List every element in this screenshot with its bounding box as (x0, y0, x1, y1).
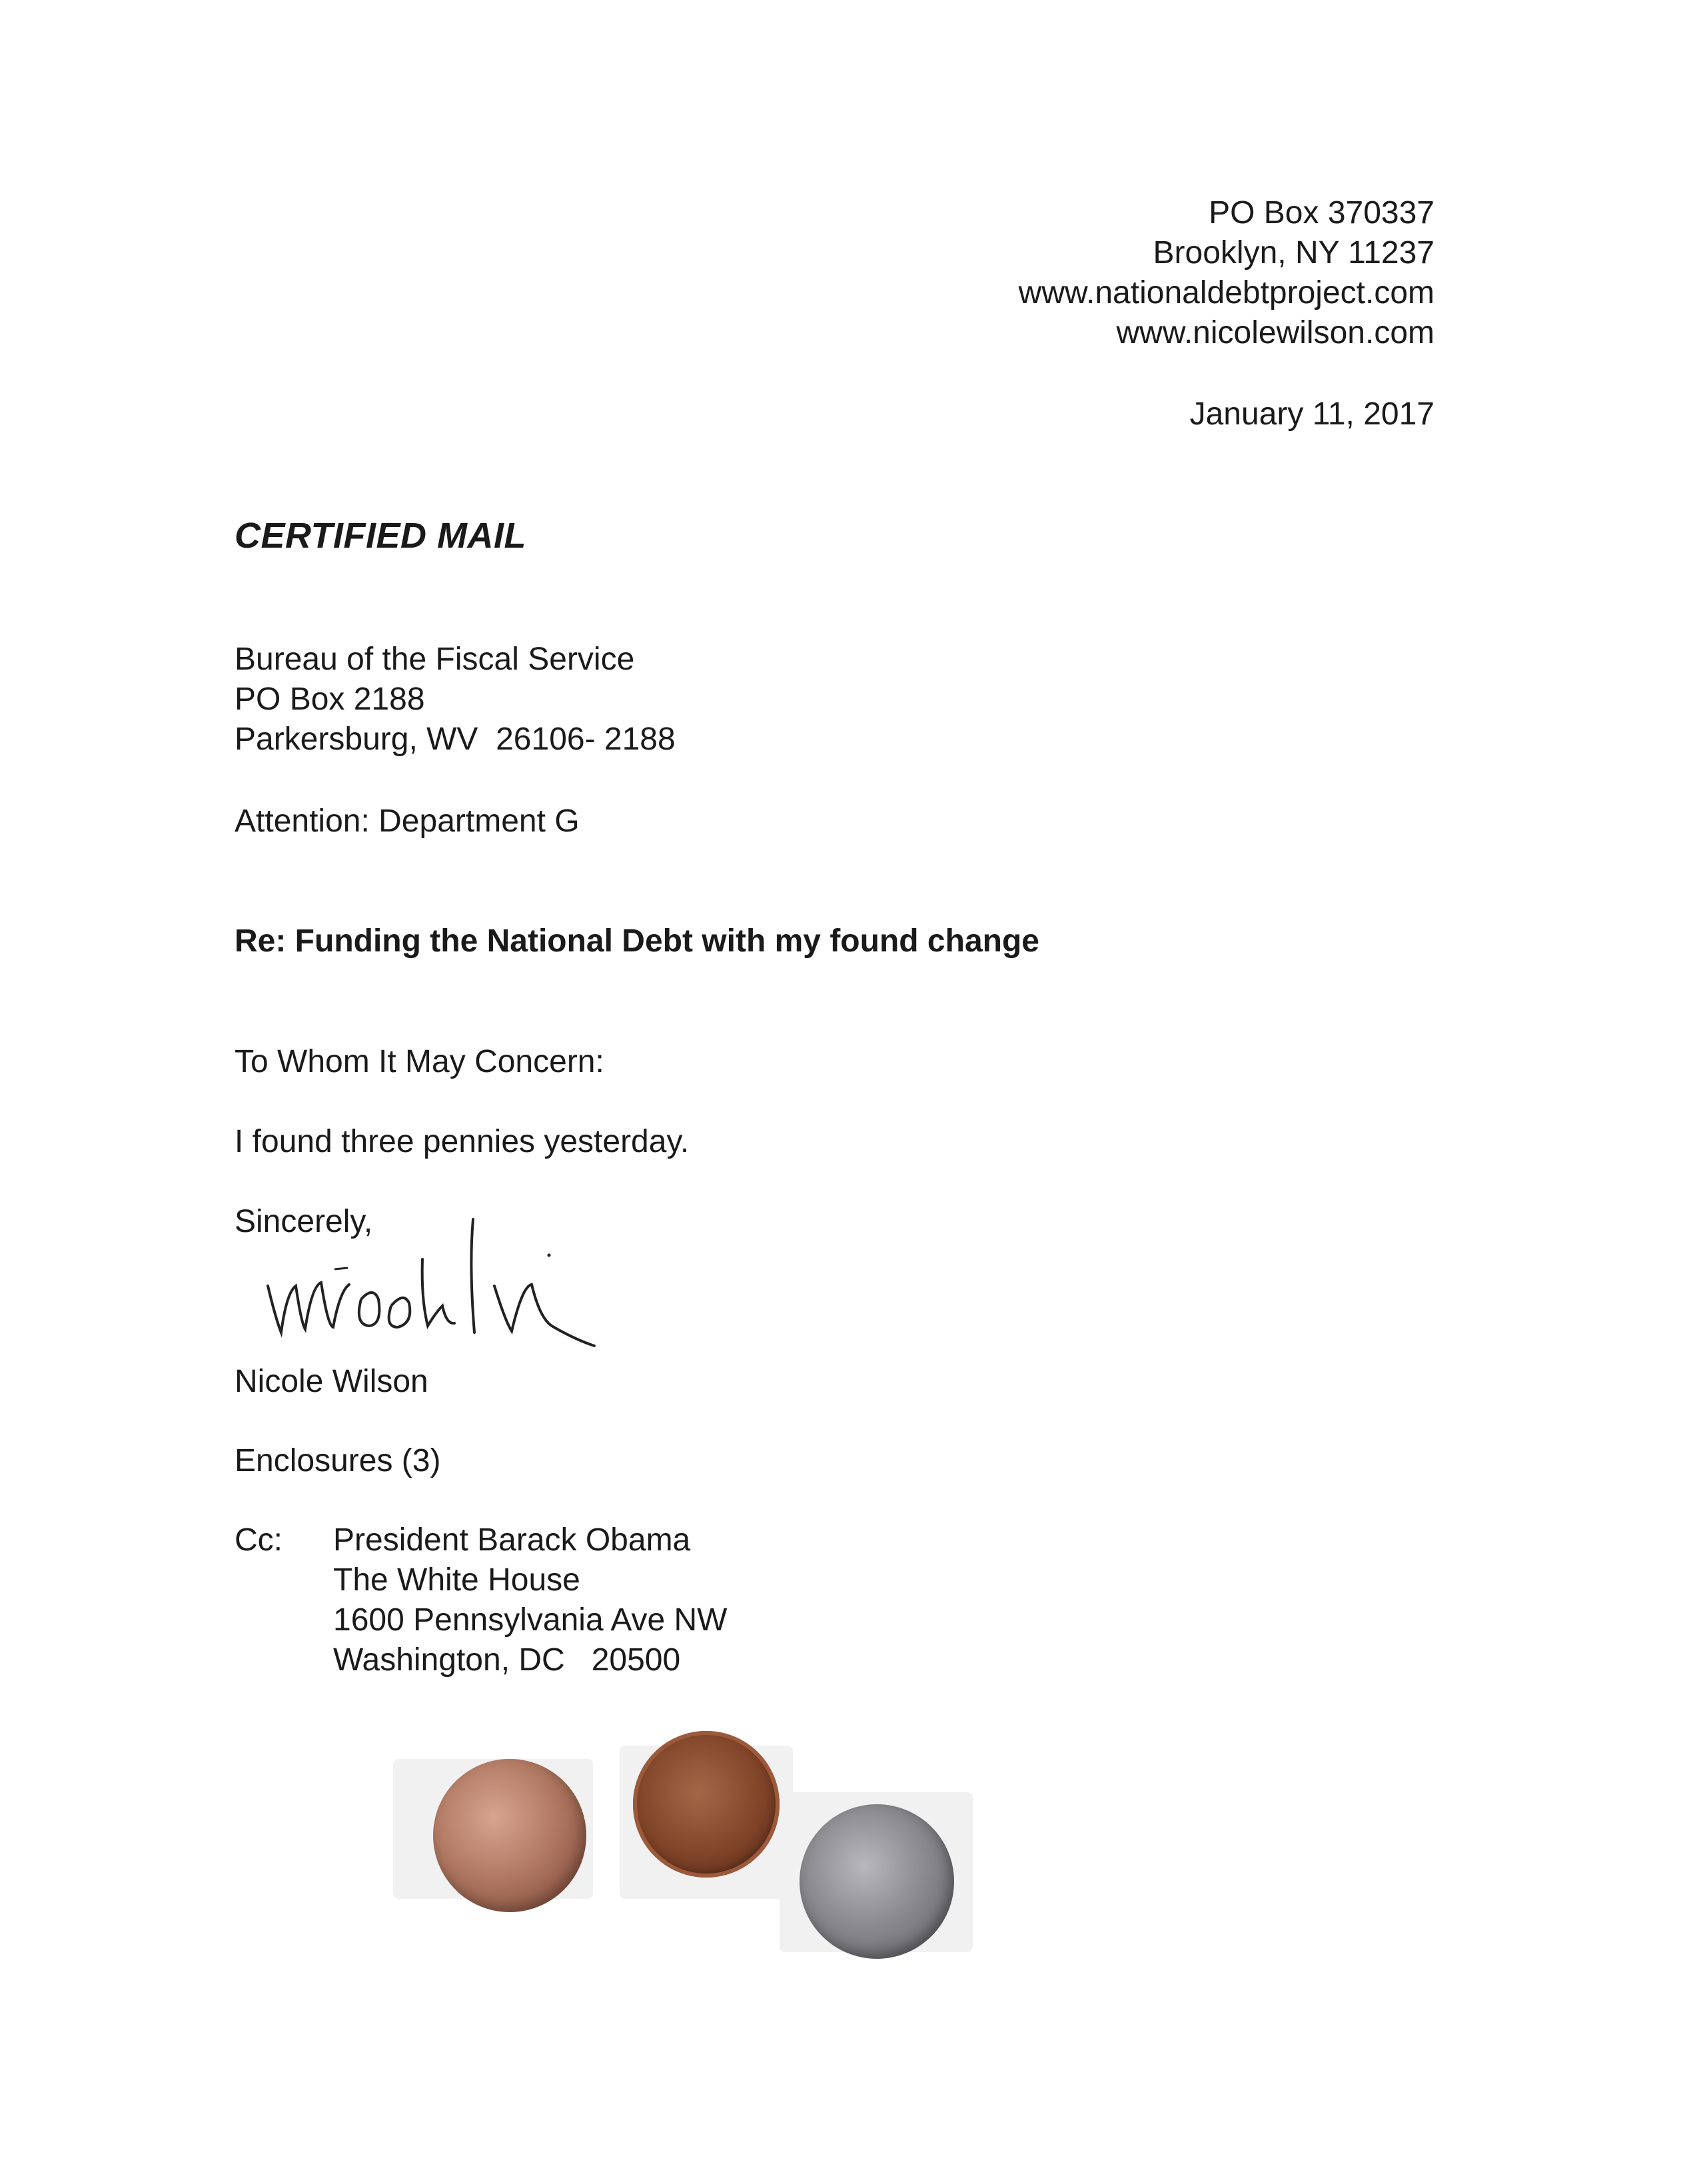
handwritten-signature (261, 1206, 621, 1353)
enclosures-note: Enclosures (3) (235, 1443, 441, 1478)
attention-line: Attention: Department G (235, 804, 580, 839)
subject-line: Re: Funding the National Debt with my found change (235, 923, 1039, 959)
cc-city-state-zip: Washington, DC 20500 (333, 1642, 681, 1678)
recipient-address (235, 640, 676, 760)
delivery-method: CERTIFIED MAIL (235, 516, 526, 556)
penny-image-us (433, 1759, 586, 1912)
sender-po-box: PO Box 370337 (1209, 195, 1434, 231)
sender-name: Nicole Wilson (235, 1364, 428, 1399)
cc-recipient (333, 1520, 727, 1680)
cc-street: 1600 Pennsylvania Ave NW (333, 1602, 728, 1638)
cc-organization: The White House (333, 1562, 580, 1598)
penny-image-canadian (633, 1731, 780, 1878)
cc-name: President Barack Obama (333, 1522, 691, 1558)
worn-coin-image (800, 1804, 954, 1959)
recipient-city-state-zip: Parkersburg, WV 26106- 2188 (235, 722, 676, 757)
letter-body: I found three pennies yesterday. (235, 1124, 690, 1159)
website-link-national-debt: www.nationaldebtproject.com (1018, 275, 1434, 310)
recipient-name: Bureau of the Fiscal Service (235, 642, 635, 677)
sender-letterhead (1019, 193, 1434, 353)
letter-date: January 11, 2017 (1189, 396, 1434, 432)
closing: Sincerely, (235, 1204, 373, 1239)
sender-city-state-zip: Brooklyn, NY 11237 (1153, 235, 1434, 271)
website-link-nicole-wilson: www.nicolewilson.com (1116, 315, 1434, 350)
cc-label: Cc: (235, 1522, 282, 1558)
salutation: To Whom It May Concern: (235, 1044, 604, 1079)
recipient-po-box: PO Box 2188 (235, 682, 425, 717)
